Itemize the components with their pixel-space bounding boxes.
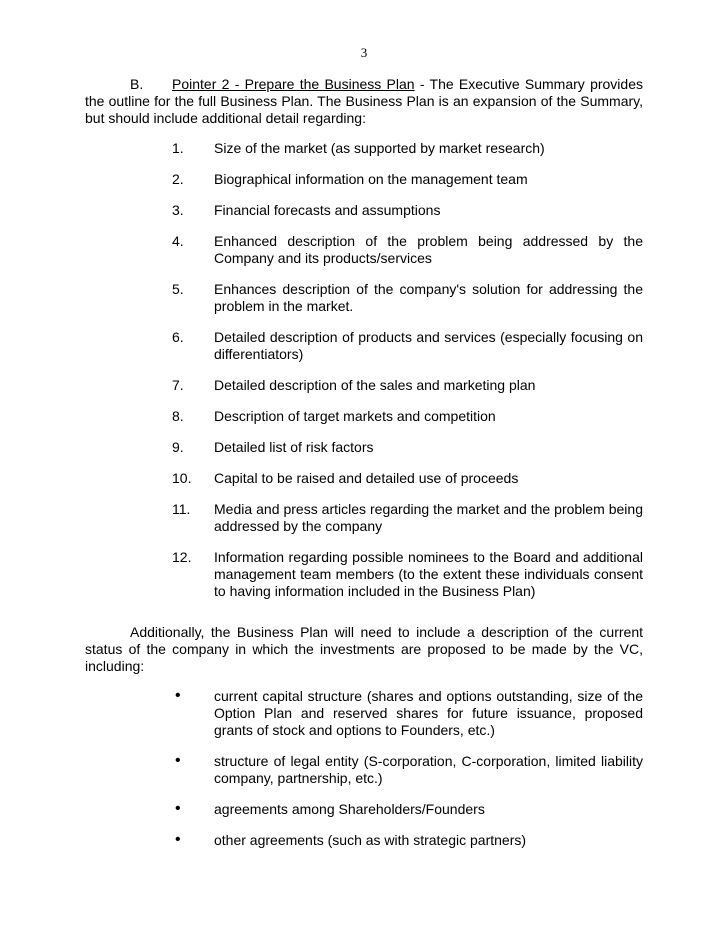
list-item — [172, 329, 643, 363]
item-number: 12. — [172, 549, 192, 565]
additionally-text: Additionally, the Business Plan will need to include a description of the current status of the company in which the investments are proposed to be made by the VC, including: — [85, 624, 643, 674]
bullet-icon: • — [175, 687, 181, 704]
bullet-icon: • — [175, 752, 181, 769]
item-text: Capital to be raised and detailed use of proceeds — [214, 470, 519, 486]
bullet-icon: • — [175, 800, 181, 817]
bullet-text: current capital structure (shares and options outstanding, size of the Option Plan and reserved shares for future issuance, proposed grants of stock and options to Founders, etc.) — [214, 688, 643, 738]
item-text: Biographical information on the management team — [214, 171, 528, 187]
page-number: 3 — [360, 45, 368, 60]
additionally-paragraph — [85, 624, 643, 675]
item-text: Enhanced description of the problem being addressed by the Company and its products/services — [214, 233, 643, 266]
item-text: Detailed description of the sales and marketing plan — [214, 377, 536, 393]
list-item — [172, 202, 643, 219]
item-number: 3. — [172, 202, 184, 218]
item-number: 4. — [172, 233, 184, 249]
list-item — [172, 377, 643, 394]
item-number: 1. — [172, 140, 184, 156]
list-item — [172, 171, 643, 188]
item-number: 9. — [172, 439, 184, 455]
pointer-title: Pointer 2 - Prepare the Business Plan — [172, 76, 415, 92]
bullet-item — [172, 688, 643, 739]
list-item — [172, 439, 643, 456]
section-b-intro — [85, 76, 643, 127]
item-text: Enhances description of the company's solution for addressing the problem in the market. — [214, 281, 643, 314]
list-item — [172, 501, 643, 535]
item-text: Detailed list of risk factors — [214, 439, 374, 455]
status-bullet-list — [172, 688, 643, 863]
list-item — [172, 233, 643, 267]
bullet-item — [172, 832, 643, 849]
item-text: Financial forecasts and assumptions — [214, 202, 441, 218]
detail-list — [172, 140, 643, 614]
item-number: 10. — [172, 470, 192, 486]
item-number: 2. — [172, 171, 184, 187]
item-text: Detailed description of products and services (especially focusing on differentiators) — [214, 329, 643, 362]
item-number: 8. — [172, 408, 184, 424]
item-number: 6. — [172, 329, 184, 345]
item-text: Information regarding possible nominees to the Board and additional management team members (to the extent these individuals consent to having information included in the Business Plan) — [214, 549, 643, 599]
section-letter: B. — [130, 76, 144, 92]
list-item — [172, 549, 643, 600]
item-number: 5. — [172, 281, 184, 297]
bullet-text: agreements among Shareholders/Founders — [214, 801, 485, 817]
bullet-item — [172, 753, 643, 787]
bullet-icon: • — [175, 831, 181, 848]
list-item — [172, 470, 643, 487]
list-item — [172, 140, 643, 157]
bullet-text: other agreements (such as with strategic partners) — [214, 832, 527, 848]
item-text: Description of target markets and competition — [214, 408, 496, 424]
item-number: 7. — [172, 377, 184, 393]
bullet-item — [172, 801, 643, 818]
bullet-text: structure of legal entity (S-corporation, C-corporation, limited liability company, partnership, etc.) — [214, 753, 643, 786]
list-item — [172, 281, 643, 315]
item-text: Size of the market (as supported by market research) — [214, 140, 545, 156]
item-text: Media and press articles regarding the market and the problem being addressed by the company — [214, 501, 643, 534]
list-item — [172, 408, 643, 425]
item-number: 11. — [172, 501, 191, 517]
intro-text: - The Executive Summary provides the outline for the full Business Plan. The Business Plan is an expansion of the Summary, but should include additional detail regarding: — [85, 76, 643, 126]
